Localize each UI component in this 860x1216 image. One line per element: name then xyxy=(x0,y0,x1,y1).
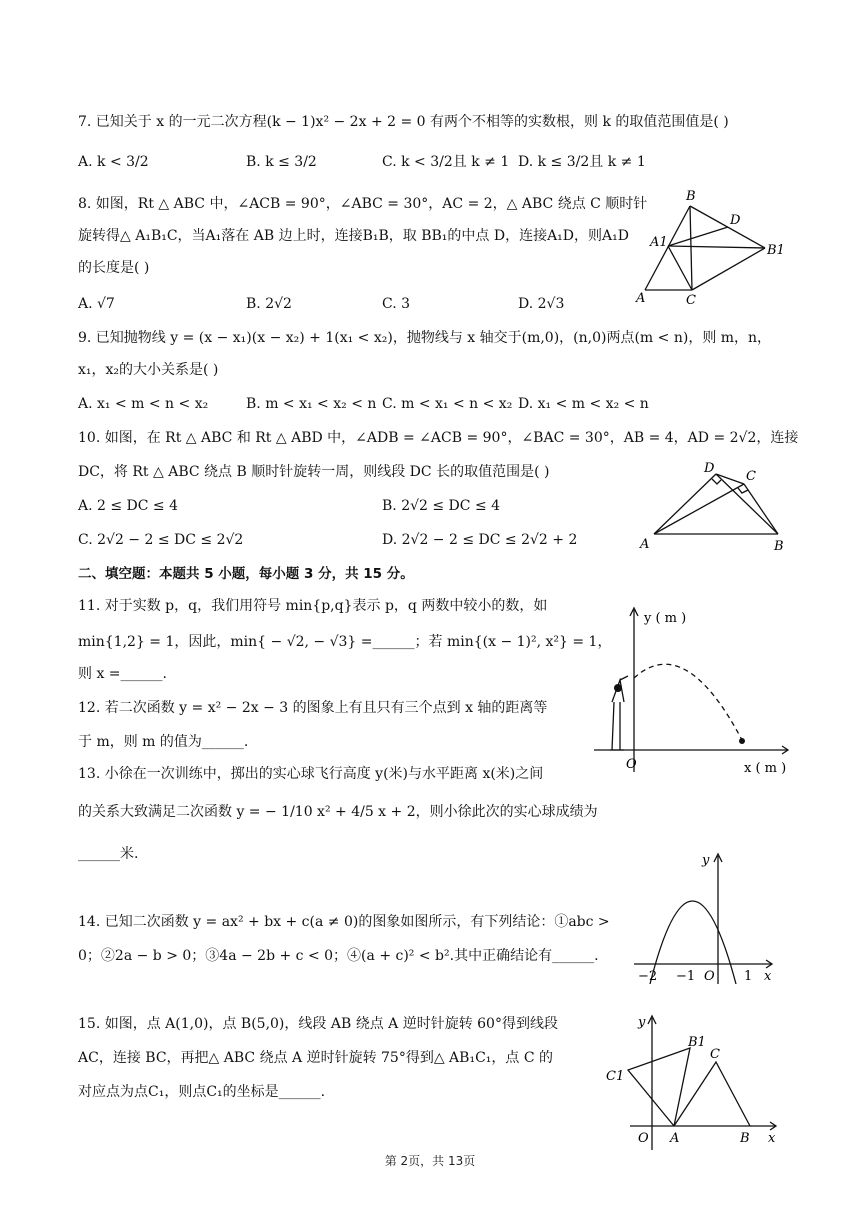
q9-line-2: x₁，x₂的大小关系是( ) xyxy=(78,362,219,378)
q8-label-b1: B1 xyxy=(767,243,785,258)
q8-line-3: 的长度是( ) xyxy=(78,260,150,276)
q14-x-axis-label: x xyxy=(764,969,772,984)
q10-segment-cb xyxy=(744,484,778,534)
q8-segment-b1c xyxy=(692,248,765,290)
q8-label-a1: A1 xyxy=(650,235,668,250)
q15-label-c1: C1 xyxy=(606,1069,625,1084)
q10-segment-ac xyxy=(654,484,744,534)
q15-label-a: A xyxy=(670,1131,680,1146)
q10-label-d: D xyxy=(704,461,715,476)
q13-thrower-head xyxy=(614,684,622,692)
q14-tick-neg1: −1 xyxy=(676,969,696,984)
q9-option-c: C. m < x₁ < n < x₂ xyxy=(382,396,513,412)
q10-segment-dc xyxy=(716,474,744,484)
q8-line-2: 旋转得△ A₁B₁C，当A₁落在 AB 边上时，连接B₁B，取 BB₁的中点 D，连接A₁D，则A₁D xyxy=(78,228,629,244)
q11-line-2: min{1,2} = 1，因此，min{ − √2, − √3} =______；若 min{(x − 1)², x²} = 1， xyxy=(78,634,612,650)
q8-option-c: C. 3 xyxy=(382,296,411,312)
page-footer: 第 2页，共 13页 xyxy=(384,1154,476,1168)
q10-label-b: B xyxy=(774,539,784,554)
q14-tick-neg2: −2 xyxy=(638,969,658,984)
q10-option-a: A. 2 ≤ DC ≤ 4 xyxy=(78,498,179,514)
q10-label-a: A xyxy=(640,537,650,552)
q12-line-1: 12. 若二次函数 y = x² − 2x − 3 的图象上有且只有三个点到 x 轴的距离等 xyxy=(78,700,548,716)
q7-option-a: A. k < 3/2 xyxy=(78,154,149,170)
q14-line-2: 0；②2a − b > 0；③4a − 2b + c < 0；④(a + c)² < b².其中正确结论有______. xyxy=(78,948,599,964)
q7-option-d: D. k ≤ 3/2且 k ≠ 1 xyxy=(518,154,646,170)
q8-label-d: D xyxy=(730,213,741,228)
q14-line-1: 14. 已知二次函数 y = ax² + bx + c(a ≠ 0)的图象如图所示，有下列结论：①abc > xyxy=(78,914,610,930)
q8-option-b: B. 2√2 xyxy=(246,296,292,312)
q7-stem: 7. 已知关于 x 的一元二次方程(k − 1)x² − 2x + 2 = 0 有两个不相等的实数根，则 k 的取值范围值是( ) xyxy=(78,114,729,130)
q10-line-2: DC，将 Rt △ ABC 绕点 B 顺时针旋转一周，则线段 DC 长的取值范围是( ) xyxy=(78,464,550,480)
q11-line-1: 11. 对于实数 p，q，我们用符号 min{p,q}表示 p，q 两数中较小的数，如 xyxy=(78,598,548,614)
q13-line-1: 13. 小徐在一次训练中，掷出的实心球飞行高度 y(米)与水平距离 x(米)之间 xyxy=(78,766,544,782)
q13-y-axis-label: y ( m ) xyxy=(644,611,687,626)
q10-line-1: 10. 如图，在 Rt △ ABC 和 Rt △ ABD 中，∠ADB = ∠ACB = 90°，∠BAC = 30°，AB = 4，AD = 2√2，连接 xyxy=(78,430,799,446)
q8-option-d: D. 2√3 xyxy=(518,296,565,312)
q15-label-c: C xyxy=(710,1047,720,1062)
q15-line-1: 15. 如图，点 A(1,0)，点 B(5,0)，线段 AB 绕点 A 逆时针旋转 60°得到线段 xyxy=(78,1016,558,1032)
q8-line-1: 8. 如图，Rt △ ABC 中，∠ACB = 90°，∠ABC = 30°，AC = 2，△ ABC 绕点 C 顺时针 xyxy=(78,196,648,212)
q13-landing-point xyxy=(739,738,745,744)
q15-label-b: B xyxy=(740,1131,750,1146)
q13-trajectory-curve xyxy=(634,664,742,740)
q15-y-axis-label: y xyxy=(638,1015,646,1030)
q7-option-b: B. k ≤ 3/2 xyxy=(246,154,317,170)
q9-option-d: D. x₁ < m < x₂ < n xyxy=(518,396,649,412)
q8-segment-a1b1 xyxy=(668,246,765,248)
q14-tick-1: 1 xyxy=(744,969,753,984)
q14-figure xyxy=(630,848,780,988)
q15-line-2: AC，连接 BC，再把△ ABC 绕点 A 逆时针旋转 75°得到△ AB₁C₁，点 C 的 xyxy=(78,1050,554,1066)
q15-origin-label: O xyxy=(638,1131,649,1146)
q10-label-c: C xyxy=(746,469,756,484)
q10-option-b: B. 2√2 ≤ DC ≤ 4 xyxy=(382,498,501,514)
q7-option-c: C. k < 3/2且 k ≠ 1 xyxy=(382,154,510,170)
q9-option-b: B. m < x₁ < x₂ < n xyxy=(246,396,377,412)
section-2-heading: 二、填空题：本题共 5 小题，每小题 3 分，共 15 分。 xyxy=(78,566,414,582)
q10-option-d: D. 2√2 − 2 ≤ DC ≤ 2√2 + 2 xyxy=(382,532,578,548)
q8-option-a: A. √7 xyxy=(78,296,115,312)
q8-label-a: A xyxy=(636,291,646,306)
q14-y-axis-label: y xyxy=(702,853,710,868)
q15-figure xyxy=(600,1010,786,1152)
q11-line-3: 则 x =______. xyxy=(78,666,167,682)
q15-triangle-ab1c1 xyxy=(628,1048,690,1126)
q12-line-2: 于 m，则 m 的值为______. xyxy=(78,734,249,750)
q13-line-2: 的关系大致满足二次函数 y = − 1/10 x² + 4/5 x + 2，则小徐此次的实心球成绩为 xyxy=(78,804,598,820)
q8-segment-cb xyxy=(690,206,692,290)
q15-line-3: 对应点为点C₁，则点C₁的坐标是______. xyxy=(78,1084,326,1100)
q10-right-angle-d xyxy=(712,479,721,484)
q9-option-a: A. x₁ < m < n < x₂ xyxy=(78,396,209,412)
q10-figure xyxy=(632,460,792,554)
q14-origin-label: O xyxy=(704,969,715,984)
q13-x-axis-label: x ( m ) xyxy=(744,761,787,776)
q15-x-axis-label: x xyxy=(768,1131,776,1146)
q8-label-b: B xyxy=(686,189,696,204)
q13-figure xyxy=(590,602,800,780)
q13-origin-label: O xyxy=(626,757,637,772)
q15-label-b1: B1 xyxy=(688,1035,706,1050)
q13-line-3: ______米. xyxy=(78,846,139,862)
q10-option-c: C. 2√2 − 2 ≤ DC ≤ 2√2 xyxy=(78,532,244,548)
q8-label-c: C xyxy=(686,293,696,308)
q8-segment-a1c xyxy=(668,246,692,290)
q9-line-1: 9. 已知抛物线 y = (x − x₁)(x − x₂) + 1(x₁ < x₂)，抛物线与 x 轴交于(m,0)，(n,0)两点(m < n)，则 m，n， xyxy=(78,330,772,346)
q8-figure xyxy=(630,184,790,310)
